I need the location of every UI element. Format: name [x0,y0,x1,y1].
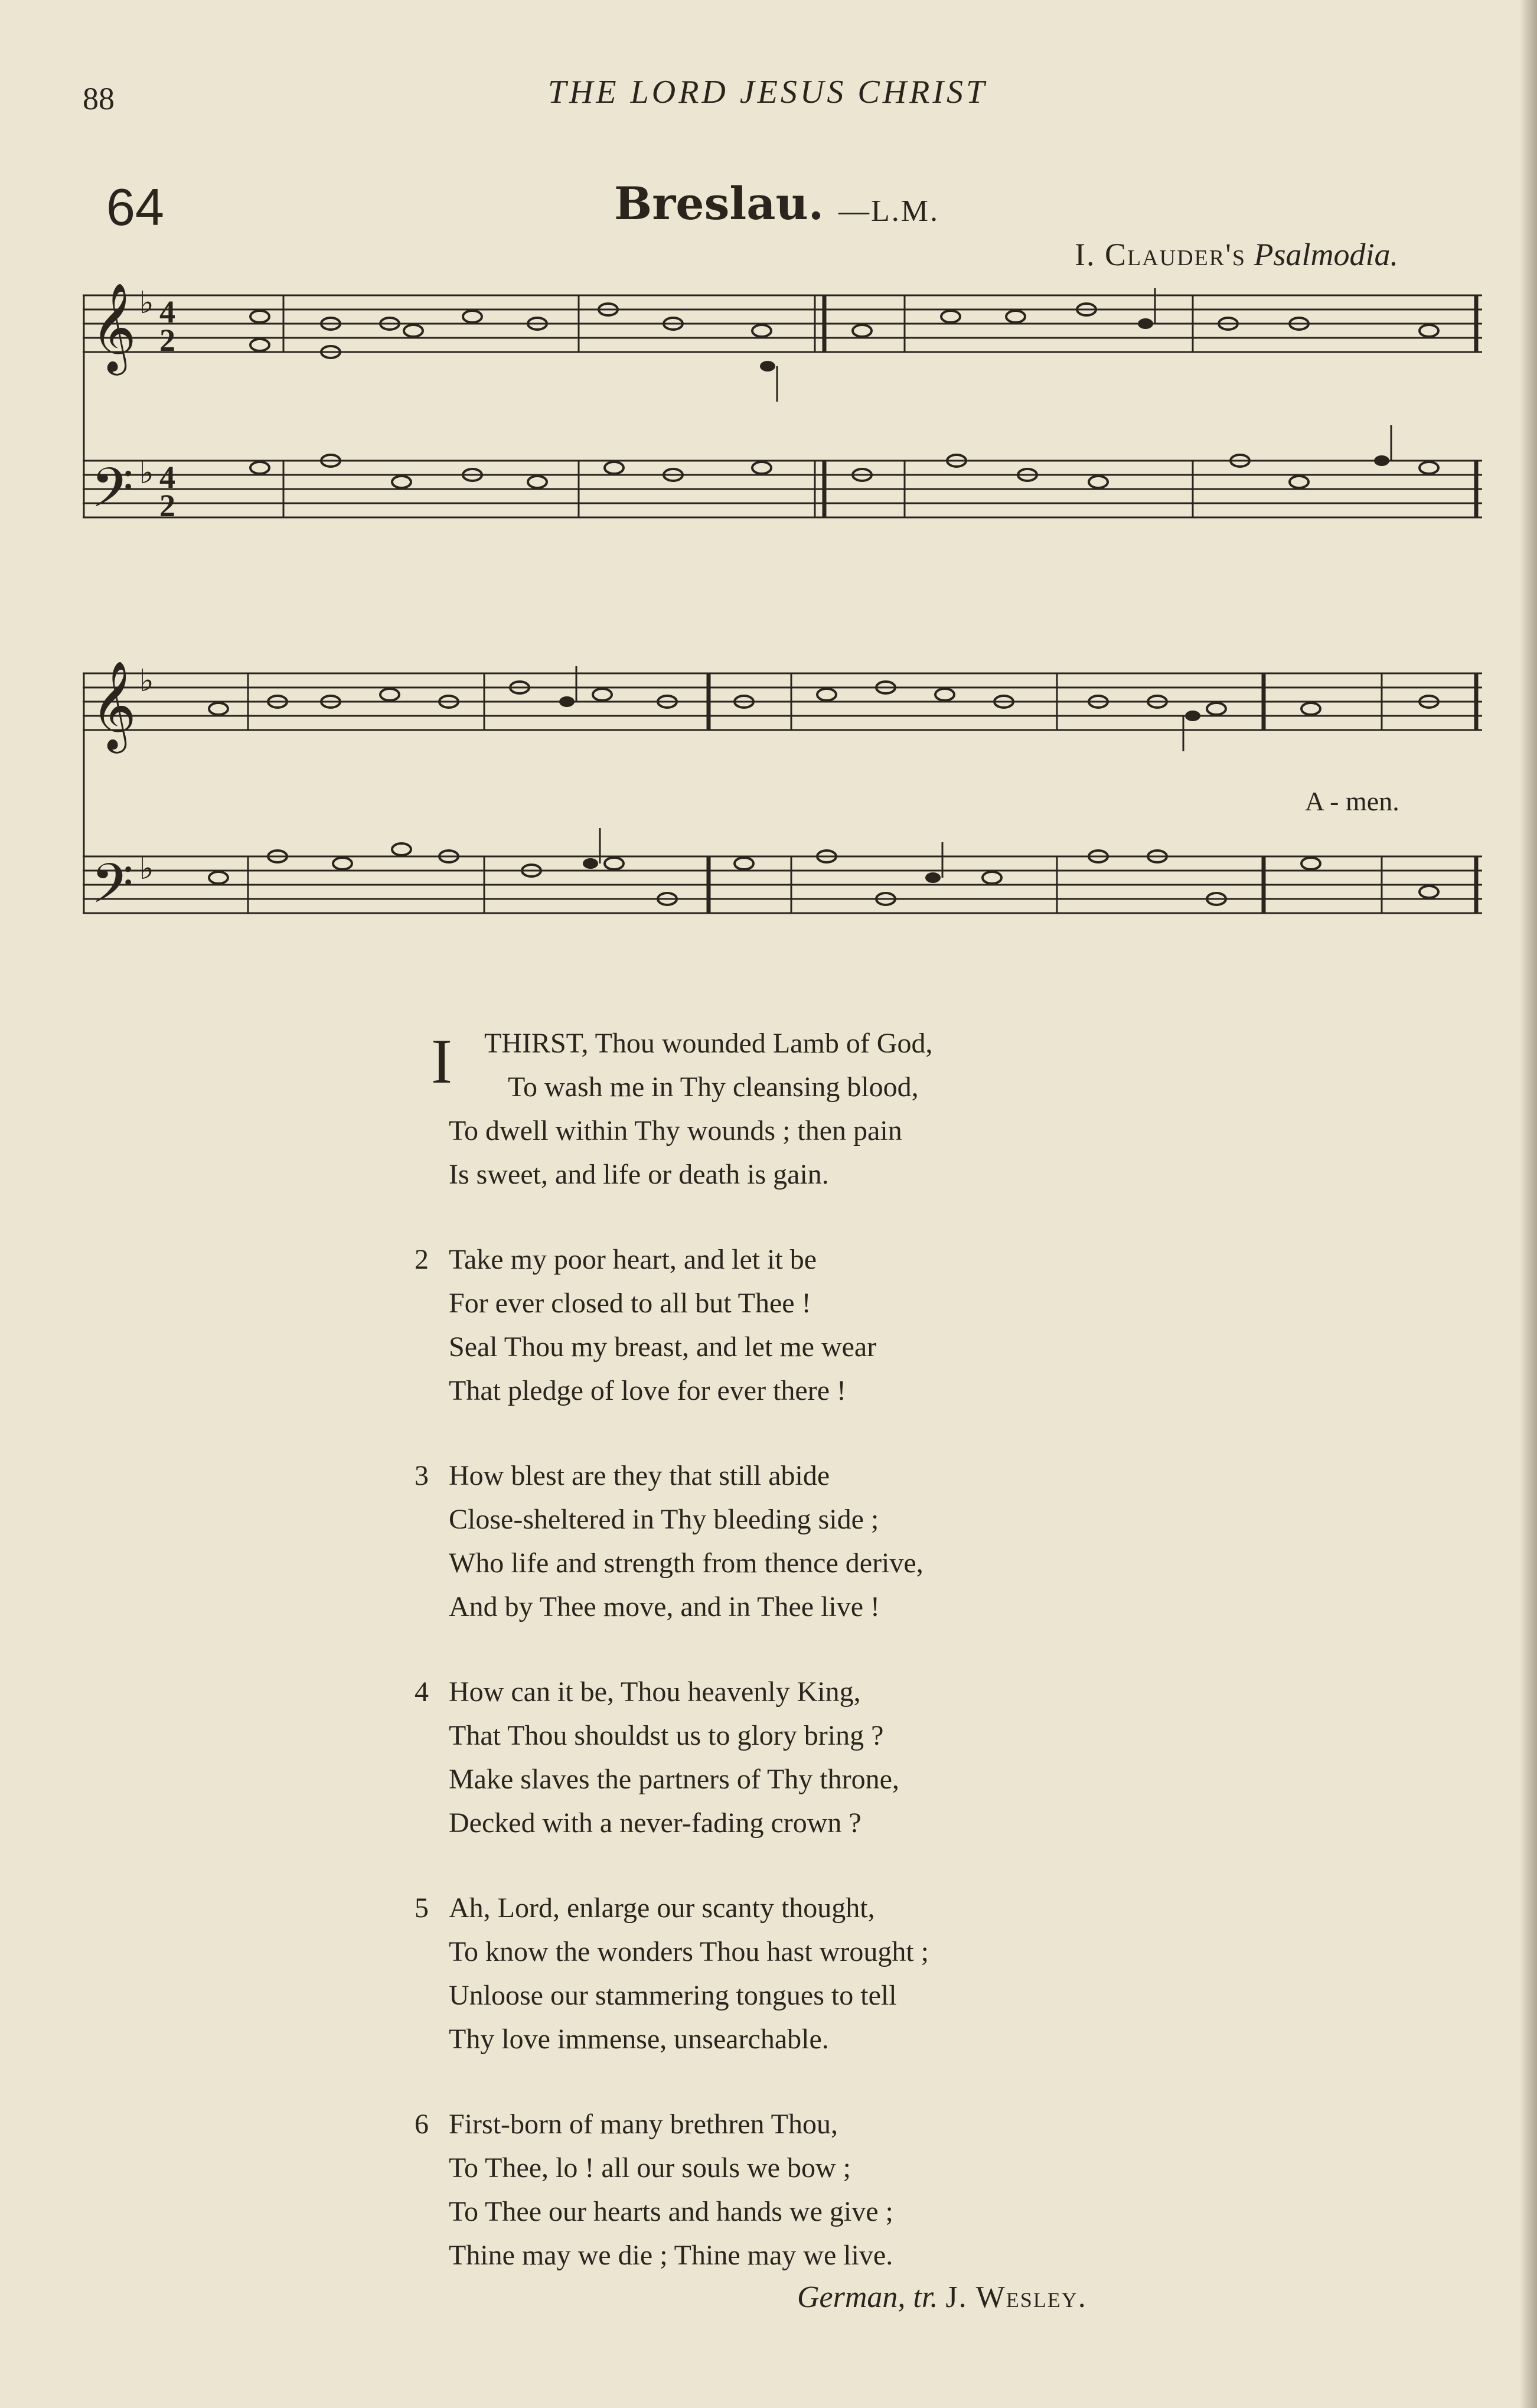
hymn-number: 64 [106,178,164,236]
verse-line: Make slaves the partners of Thy throne, [449,1764,899,1795]
attribution-translator: J. Wesley. [945,2280,1087,2314]
verse-line: Unloose our stammering tongues to tell [449,1980,897,2011]
hymn-verses [0,1022,1537,2319]
verse-line: To Thee, lo ! all our souls we bow ; [449,2152,851,2184]
page-number: 88 [83,81,115,116]
verse-line: For ever closed to all but Thee ! [449,1288,811,1319]
verse-line: To wash me in Thy cleansing blood, [508,1071,919,1103]
music-system-2 [83,662,1488,945]
composer-name: I. Clauder's [1075,237,1246,272]
verse-line: To Thee our hearts and hands we give ; [449,2196,893,2227]
verse-6 [415,2103,1537,2277]
svg-text:𝄢: 𝄢 [91,852,134,929]
music-system-1 [83,284,1488,567]
verse-line: That Thou shouldst us to glory bring ? [449,1720,884,1751]
verse-line: Decked with a never-fading crown ? [449,1807,861,1839]
verse-4 [415,1670,1537,1845]
verse-5 [415,1886,1537,2061]
svg-text:𝄢: 𝄢 [91,457,134,533]
svg-text:2: 2 [159,488,175,523]
verse-number: 6 [415,2109,429,2140]
translation-attribution [797,2280,1087,2315]
svg-text:𝄞: 𝄞 [91,662,136,750]
music-score-1 [83,284,1488,567]
verse-line: First-born of many brethren Thou, [449,2109,838,2140]
composer-work: Psalmodia. [1254,237,1398,272]
svg-text:♭: ♭ [139,664,154,698]
verse-number: 4 [415,1676,429,1708]
verse-3 [415,1454,1537,1629]
page-header [83,71,1453,118]
verse-line: THIRST, Thou wounded Lamb of God, [484,1028,933,1059]
verse-line: Close-sheltered in Thy bleeding side ; [449,1504,879,1535]
verse-line: And by Thee move, and in Thee live ! [449,1591,880,1622]
verse-line: That pledge of love for ever there ! [449,1375,847,1406]
amen-text: A - men. [1305,786,1399,816]
verse-line: Thine may we die ; Thine may we live. [449,2240,893,2271]
composer-credit [1075,236,1398,273]
verse-number: 2 [415,1244,429,1275]
svg-text:♭: ♭ [139,286,154,320]
verse-line: Ah, Lord, enlarge our scanty thought, [449,1892,875,1924]
verse-number: 3 [415,1460,429,1491]
svg-text:2: 2 [159,322,175,358]
tune-name: Breslau. [614,177,824,230]
running-head: THE LORD JESUS CHRIST [547,74,988,110]
verse-line: To dwell within Thy wounds ; then pain [449,1115,902,1146]
verse-line: How can it be, Thou heavenly King, [449,1676,861,1708]
verse-line: Who life and strength from thence derive, [449,1547,923,1579]
verse-line: Take my poor heart, and let it be [449,1244,817,1275]
amen-label [1305,786,1399,817]
tune-meter: —L.M. [838,194,939,228]
verse-line: To know the wonders Thou hast wrought ; [449,1936,929,1967]
verse-line: Is sweet, and life or death is gain. [449,1159,829,1190]
svg-text:♭: ♭ [139,457,154,490]
attribution-source: German, tr. [797,2280,938,2314]
svg-text:♭: ♭ [139,852,154,886]
svg-text:4: 4 [159,294,175,330]
drop-cap: I [431,1027,452,1097]
verse-number: 5 [415,1892,429,1924]
music-score-2 [83,662,1488,945]
verse-line: How blest are they that still abide [449,1460,830,1491]
hymn-title-row [106,177,1464,242]
verse-2 [415,1238,1537,1413]
verse-line: Seal Thou my breast, and let me wear [449,1331,877,1363]
svg-text:4: 4 [159,460,175,495]
verse-1 [431,1022,1537,1197]
svg-text:𝄞: 𝄞 [91,284,136,372]
verse-line: Thy love immense, unsearchable. [449,2023,829,2055]
